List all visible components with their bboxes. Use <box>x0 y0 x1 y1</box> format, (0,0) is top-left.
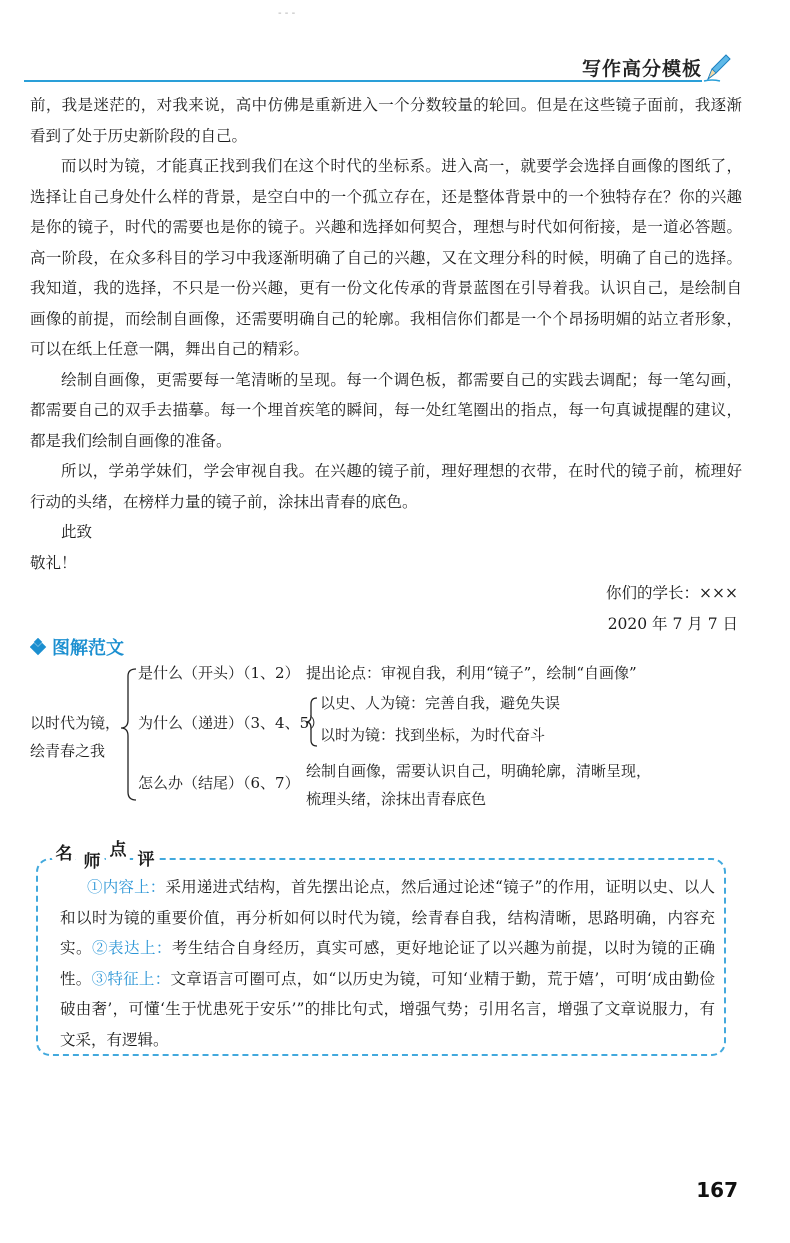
header-rule <box>24 80 702 82</box>
review-feature-text: 文章语言可圈可点，如“以历史为镜，可知‘业精于勤，荒于嬉’，可明‘成由勤俭破由奢’，可懂‘生于忧患死于安乐’”的排比句式，增强气势；引用名言，增强了文章说服力，有文采，有逻辑。 <box>60 969 715 1049</box>
closing-salutation: 此致 <box>61 523 93 541</box>
badge-char-2: 师 <box>83 852 101 872</box>
closing-respect: 敬礼！ <box>30 553 77 572</box>
paragraph-2: 而以时为镜，才能真正找到我们在这个时代的坐标系。进入高一，就要学会选择自画像的图纸了，选择让自己身处什么样的背景，是空白中的一个孤立存在，还是整体背景中的一个独特存在？你的兴趣是你的镜子，时代的需要也是你的镜子。兴趣和选择如何契合，理想与时代如何衔接，是一道必答题。高一阶段，在众多科目的学习中我逐渐明确了自己的兴趣，又在文理分科的时候，明确了自己的选择。我知道，我的选择，不只是一份兴趣，更有一份文化传承的背景蓝图在引导着我。认识自己，是绘制自画像的前提，而绘制自画像，还需要明确自己的轮廓。我相信你们都是一个个昂扬明媚的站立者形象，可以在纸上任意一隅，舞出自己的精彩。 <box>30 157 742 358</box>
page-header <box>24 52 732 82</box>
page-number: 167 <box>696 1178 738 1202</box>
branch-why-sub-2: 以时为镜：找到坐标，为时代奋斗 <box>320 726 546 744</box>
diagram-section-label: 图解范文 <box>52 638 124 659</box>
teacher-review-text <box>60 872 715 1055</box>
diamond-icon <box>30 638 48 656</box>
diagram-root-line1: 以时代为镜， <box>30 714 121 732</box>
essay-structure-diagram <box>0 660 790 820</box>
paragraph-3: 绘制自画像，更需要每一笔清晰的呈现。每一个调色板，都需要自己的实践去调配；每一笔勾画，都需要自己的双手去描摹。每一个埋首疾笔的瞬间，每一处红笔圈出的指点，每一句真诚提醒的建议，都是我们绘制自画像的准备。 <box>30 370 742 450</box>
letter-body <box>30 90 742 639</box>
badge-char-3: 点 <box>109 840 127 860</box>
review-paragraph <box>60 872 715 1055</box>
signature: 你们的学长：××× <box>606 584 738 602</box>
branch-why-label: 为什么（递进）（3、4、5） <box>138 714 325 732</box>
paragraph-4: 所以，学弟学妹们，学会审视自我。在兴趣的镜子前，理好理想的衣带，在时代的镜子前，梳理好行动的头绪，在榜样力量的镜子前，涂抹出青春的底色。 <box>30 462 742 511</box>
review-content-text: 采用递进式结构，首先摆出论点，然后通过论述“镜子”的作用，证明以史、以人和以时为镜的重要价值，再分析如何以时代为镜，绘青春自我，结构清晰，思路明确，内容充实。 <box>60 878 715 957</box>
header-title: 写作高分模板 <box>581 58 702 80</box>
teacher-review-badge <box>50 836 170 876</box>
top-scan-marks: - - - <box>278 8 296 19</box>
branch-what-label: 是什么（开头）（1、2） <box>138 664 300 682</box>
branch-how-label: 怎么办（结尾）（6、7） <box>138 774 300 792</box>
review-label-expression: ②表达上： <box>91 939 172 957</box>
badge-char-4: 评 <box>137 850 155 870</box>
review-expression-text: 考生结合自身经历，真实可感，更好地论证了以兴趣为前提，以时为镜的正确性。 <box>60 939 715 988</box>
letter-date: 2020 年 7 月 7 日 <box>607 614 738 633</box>
branch-why-sub-1: 以史、人为镜：完善自我，避免失误 <box>320 694 561 712</box>
badge-char-1: 名 <box>55 844 73 864</box>
branch-how-content-1: 绘制自画像，需要认识自己，明确轮廓，清晰呈现， <box>306 762 652 780</box>
diagram-section-title <box>30 634 124 660</box>
branch-how-content-2: 梳理头绪，涂抹出青春底色 <box>306 790 487 808</box>
review-label-content: ①内容上： <box>87 878 166 896</box>
paragraph-1: 前，我是迷茫的，对我来说，高中仿佛是重新进入一个分数较量的轮回。但是在这些镜子面前，我逐渐看到了处于历史新阶段的自己。 <box>30 96 742 145</box>
pencil-icon <box>702 52 732 82</box>
diagram-root-line2: 绘青春之我 <box>30 742 106 760</box>
review-label-feature: ③特征上： <box>91 969 171 988</box>
branch-what-content: 提出论点：审视自我，利用“镜子”，绘制“自画像” <box>306 664 637 682</box>
